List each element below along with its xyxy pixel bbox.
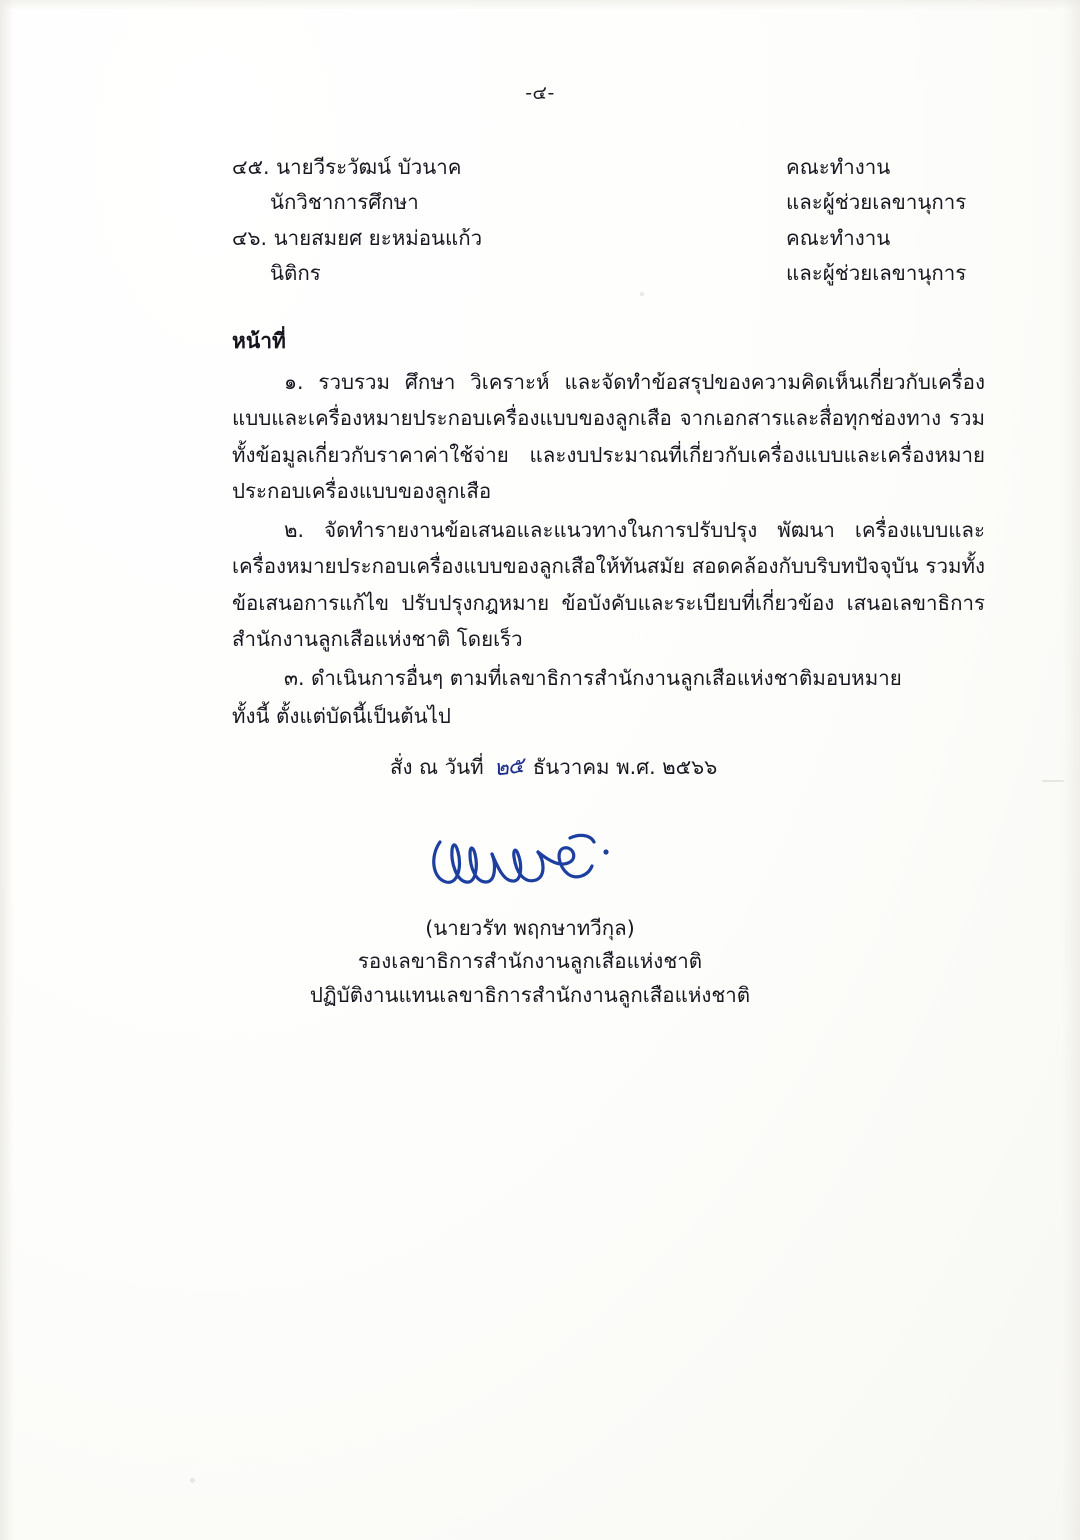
roster-name: นิติกร: [270, 260, 321, 285]
roster-row: [232, 256, 972, 291]
roster-index: ๔๖.: [232, 225, 268, 250]
duty-paragraph: ๒. จัดทำรายงานข้อเสนอและแนวทางในการปรับปรุง พัฒนา เครื่องแบบและเครื่องหมายประกอบเครื่องแบบของลูกเสือให้ทันสมัย สอดคล้องกับบริบทปัจจุบัน รวมทั้งข้อเสนอการแก้ไข ปรับปรุงกฎหมาย ข้อบังคับและระเบียบที่เกี่ยวข้อง เสนอเลขาธิการสำนักงานลูกเสือแห่งชาติ โดยเร็ว: [232, 517, 985, 652]
roster-name-line: [232, 221, 482, 256]
duties-body: [0, 364, 1080, 696]
effective-line: ทั้งนี้ ตั้งแต่บัดนี้เป็นต้นไป: [232, 704, 451, 729]
roster-role: และผู้ช่วยเลขานุการ: [786, 190, 967, 215]
handwritten-day: ๒๕: [492, 753, 525, 783]
roster-row: [232, 221, 972, 256]
duty-paragraph: ๑. รวบรวม ศึกษา วิเคราะห์ และจัดทำข้อสรุปของความคิดเห็นเกี่ยวกับเครื่องแบบและเครื่องหมายประกอบเครื่องแบบของลูกเสือ จากเอกสารและสื่อทุกช่องทาง รวมทั้งข้อมูลเกี่ยวกับราคาค่าใช้จ่าย และงบประมาณที่เกี่ยวกับเครื่องแบบและเครื่องหมายประกอบเครื่องแบบของลูกเสือ: [232, 370, 985, 504]
roster-name-line: [232, 150, 461, 185]
roster-name-line: [232, 256, 321, 291]
roster-role: คณะทำงาน: [786, 155, 891, 179]
page-number: -๔-: [525, 82, 555, 104]
roster-index: ๔๕.: [232, 155, 270, 179]
signatory-name: (นายวรัท พฤกษาทวีกุล): [425, 916, 635, 941]
order-date-prefix: สั่ง ณ วันที่: [390, 755, 484, 780]
roster-name-line: [232, 185, 419, 220]
roster-row: [232, 185, 972, 220]
order-date-line: [0, 749, 1080, 784]
roster-role: คณะทำงาน: [786, 225, 891, 250]
order-date-suffix: ธันวาคม พ.ศ. ๒๕๖๖: [532, 755, 718, 780]
roster-name: นายวีระวัฒน์ บัวนาค: [276, 155, 462, 179]
committee-roster: [0, 150, 1080, 291]
signature-block: [0, 822, 1080, 1011]
roster-name: นักวิชาการศึกษา: [270, 190, 419, 215]
roster-name: นายสมยศ ยะหม่อนแก้ว: [273, 225, 483, 250]
signatory-title-line-2: ปฏิบัติงานแทนเลขาธิการสำนักงานลูกเสือแห่งชาติ: [309, 982, 751, 1007]
signature-mark: [420, 822, 640, 908]
signatory-title-line-1: รองเลขาธิการสำนักงานลูกเสือแห่งชาติ: [357, 949, 703, 974]
duty-paragraph: ๓. ดำเนินการอื่นๆ ตามที่เลขาธิการสำนักงานลูกเสือแห่งชาติมอบหมาย: [284, 665, 902, 690]
roster-role: และผู้ช่วยเลขานุการ: [786, 260, 967, 285]
duties-heading: หน้าที่: [232, 329, 286, 353]
scan-speck: [190, 1478, 195, 1483]
roster-row: [232, 150, 972, 185]
